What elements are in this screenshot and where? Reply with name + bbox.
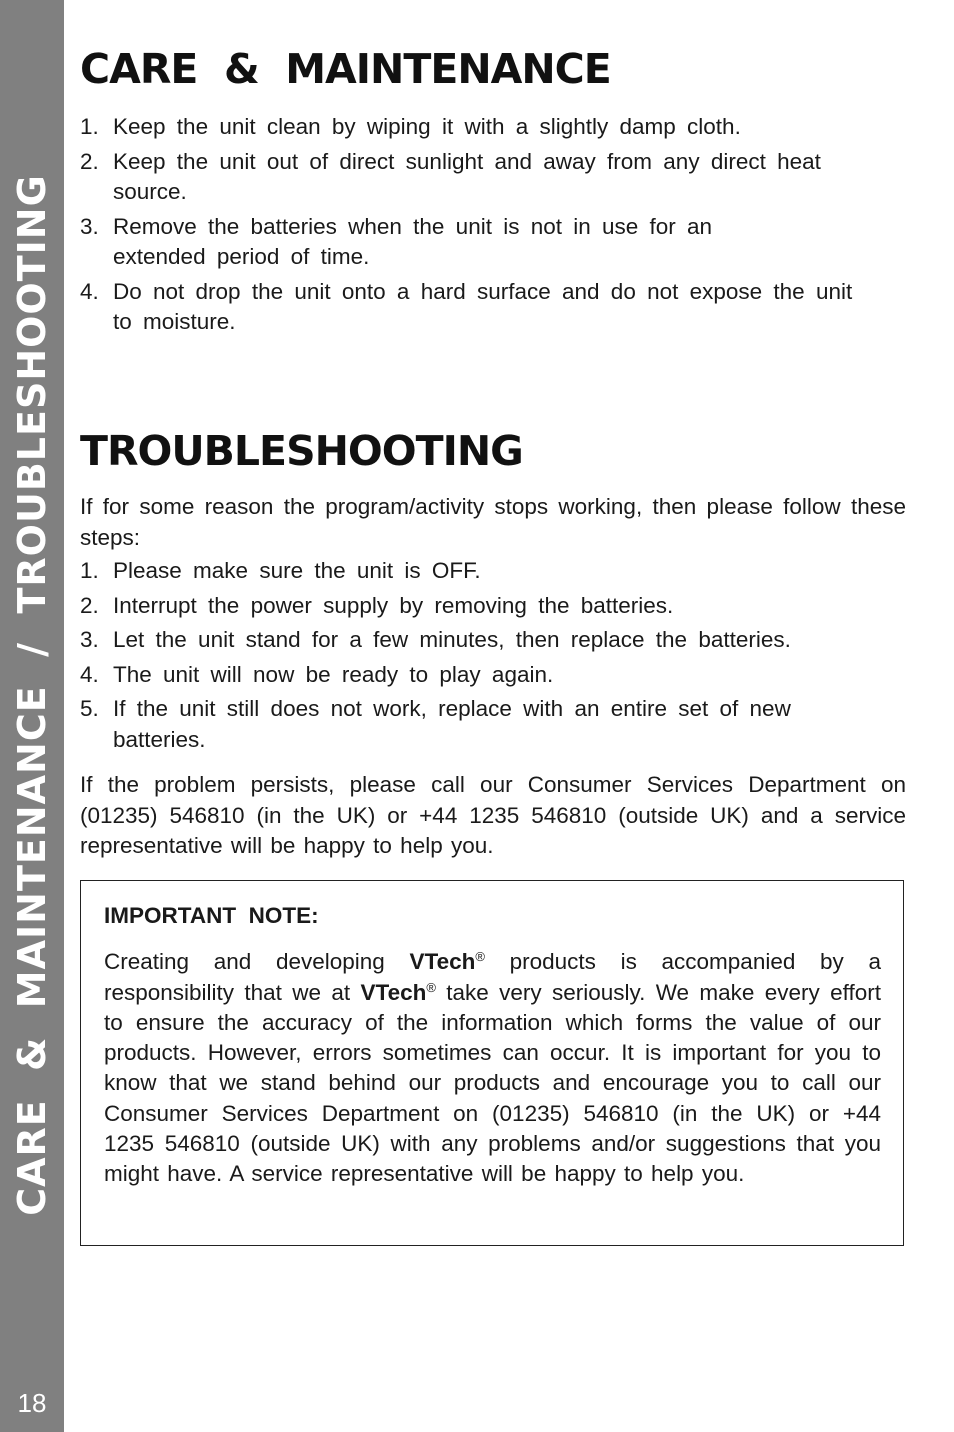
- list-number: 2.: [80, 148, 99, 174]
- registered-mark: ®: [426, 979, 436, 995]
- important-note-box: [80, 880, 904, 1246]
- brand-name: VTech: [409, 949, 476, 975]
- side-tab-title: CARE & MAINTENANCE / TROUBLESHOOTING: [10, 174, 54, 1216]
- list-number: 2.: [80, 592, 99, 618]
- troubleshooting-list: [80, 556, 906, 759]
- brand-name: VTech: [360, 979, 427, 1005]
- troubleshooting-intro: If for some reason the program/activity stops working, then please follow these steps:: [80, 494, 906, 550]
- list-item: [80, 625, 906, 656]
- list-item: [80, 556, 906, 587]
- consumer-services-paragraph: If the problem persists, please call our Consumer Services Department on (01235) 546810 (in the UK) or +44 1235 546810 (outside UK) and a service representative will be happy to help you.: [80, 772, 906, 858]
- list-item: [80, 277, 880, 338]
- list-number: 3.: [80, 627, 99, 652]
- list-item: [80, 212, 880, 273]
- list-item: [80, 147, 880, 208]
- important-note-title: IMPORTANT NOTE:: [104, 903, 319, 928]
- list-text: Do not drop the unit onto a hard surface and do not expose the unit to moisture.: [113, 278, 853, 334]
- note-text: take very seriously. We make every effort to ensure the accuracy of the information which forms the value of our products. However, errors sometimes can occur. It is important for you to know that we stand behind our products and encourage you to call our Consumer Services Department on (01235) 546810 (in the UK) or +44 1235 546810 (outside UK) with any problems and/or suggestions that you might have. A service representative will be happy to help you.: [104, 979, 882, 1187]
- care-maintenance-heading: CARE & MAINTENANCE: [80, 45, 611, 93]
- list-number: 5.: [80, 696, 99, 721]
- list-number: 3.: [80, 213, 99, 239]
- list-text: Please make sure the unit is OFF.: [113, 558, 481, 583]
- list-item: [80, 694, 906, 755]
- list-text: Keep the unit clean by wiping it with a slightly damp cloth.: [113, 114, 741, 139]
- troubleshooting-heading: TROUBLESHOOTING: [80, 427, 523, 475]
- note-text: Creating and developing: [104, 949, 410, 975]
- important-note-body: [104, 947, 881, 1189]
- list-text: Remove the batteries when the unit is not in use for an extended period of time.: [113, 213, 713, 269]
- list-text: The unit will now be ready to play again.: [113, 661, 554, 687]
- list-text: Let the unit stand for a few minutes, then replace the batteries.: [113, 627, 791, 652]
- list-text: Interrupt the power supply by removing the batteries.: [113, 592, 674, 618]
- list-number: 4.: [80, 661, 99, 687]
- list-item: [80, 591, 906, 622]
- list-item: [80, 112, 880, 143]
- list-item: [80, 660, 906, 691]
- care-list: [80, 112, 880, 342]
- note-text: products is accompanied by a responsibility that we at: [104, 949, 882, 1005]
- list-number: 1.: [80, 558, 99, 583]
- list-text: If the unit still does not work, replace with an entire set of new batteries.: [113, 696, 791, 752]
- page-number: 18: [17, 1388, 47, 1418]
- list-number: 4.: [80, 278, 99, 304]
- list-number: 1.: [80, 114, 99, 139]
- registered-mark: ®: [475, 949, 485, 965]
- list-text: Keep the unit out of direct sunlight and away from any direct heat source.: [113, 148, 821, 204]
- side-tab: [0, 0, 64, 1432]
